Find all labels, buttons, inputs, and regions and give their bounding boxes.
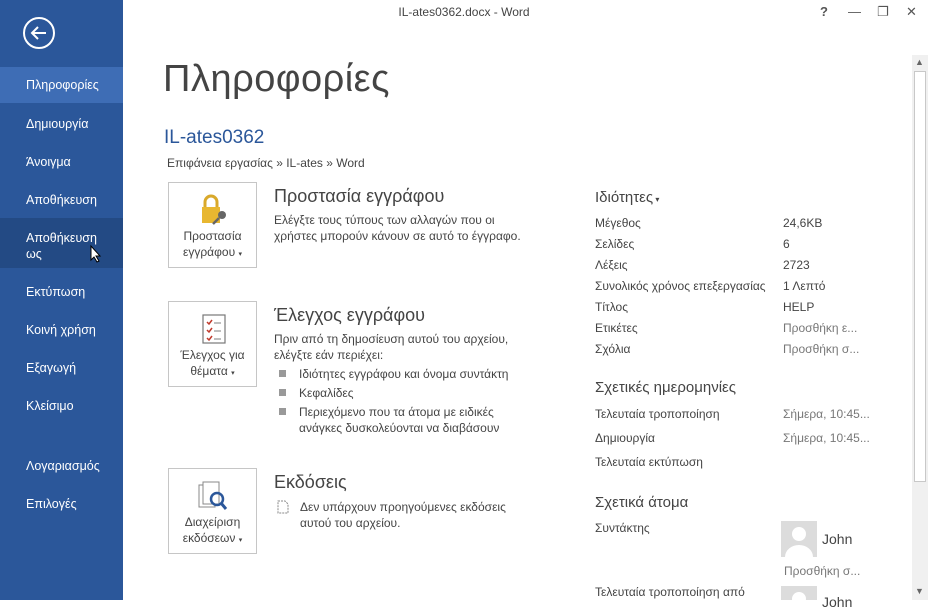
person-icon (781, 521, 817, 557)
protect-button-line2: εγγράφου (183, 245, 236, 259)
prop-label-pages: Σελίδες (595, 237, 635, 251)
sidebar-item-open[interactable]: Άνοιγμα (26, 155, 71, 169)
manage-versions-icon (195, 479, 231, 513)
back-arrow-icon[interactable] (23, 17, 55, 49)
prop-value-comments[interactable]: Προσθήκη σ... (783, 342, 860, 356)
inspect-description: Πριν από τη δημοσίευση αυτού του αρχείου, ελέγξτε εάν περιέχει: (274, 332, 509, 362)
date-value-modified: Σήμερα, 10:45... (783, 407, 870, 421)
breadcrumb[interactable]: Επιφάνεια εργασίας » IL-ates » Word (167, 156, 365, 170)
chevron-down-icon: ▾ (653, 195, 660, 204)
sidebar-item-options[interactable]: Επιλογές (26, 497, 77, 511)
sidebar-item-share[interactable]: Κοινή χρήση (26, 323, 96, 337)
minimize-icon[interactable]: — (848, 4, 861, 19)
document-icon (277, 500, 289, 514)
bullet-icon (279, 408, 286, 415)
related-people-heading: Σχετικά άτομα (595, 494, 689, 511)
prop-label-title: Τίτλος (595, 300, 629, 314)
author-name[interactable]: John (822, 531, 853, 547)
date-value-created: Σήμερα, 10:45... (783, 431, 870, 445)
lock-key-icon (195, 193, 231, 227)
prop-value-title[interactable]: HELP (783, 300, 815, 314)
scroll-thumb[interactable] (914, 71, 926, 482)
prop-label-size: Μέγεθος (595, 216, 641, 230)
bullet-icon (279, 370, 286, 377)
prop-label-comments: Σχόλια (595, 342, 631, 356)
close-icon[interactable]: ✕ (906, 4, 917, 19)
person-icon (781, 586, 817, 600)
prop-label-words: Λέξεις (595, 258, 628, 272)
protect-button-line1: Προστασία (183, 229, 242, 243)
author-label: Συντάκτης (595, 521, 650, 535)
restore-icon[interactable]: ❐ (877, 4, 889, 19)
sidebar-item-info[interactable]: Πληροφορίες (0, 67, 123, 103)
versions-description: Δεν υπάρχουν προηγούμενες εκδόσεις αυτού του αρχείου. (300, 500, 506, 530)
protect-description: Ελέγξτε τους τύπους των αλλαγών που οι χρήστες μπορούν κάνουν σε αυτό το έγγραφο. (274, 213, 521, 243)
sidebar-item-account[interactable]: Λογαριασμός (26, 459, 100, 473)
versions-button-line2: εκδόσεων (182, 531, 236, 545)
prop-value-pages: 6 (783, 237, 790, 251)
inspect-button-line1: Έλεγχος για (180, 348, 245, 362)
chevron-down-icon: ▾ (238, 251, 242, 258)
sidebar-item-close[interactable]: Κλείσιμο (26, 399, 74, 413)
date-label-printed: Τελευταία εκτύπωση (595, 455, 703, 469)
page-title: Πληροφορίες (163, 58, 390, 100)
chevron-down-icon: ▾ (231, 370, 235, 377)
backstage-sidebar (0, 0, 123, 600)
inspect-title: Έλεγχος εγγράφου (274, 305, 425, 325)
inspect-button-line2: θέματα (190, 364, 228, 378)
inspect-bullet: Ιδιότητες εγγράφου και όνομα συντάκτη (299, 367, 509, 381)
chevron-down-icon: ▾ (238, 537, 243, 544)
sidebar-item-export[interactable]: Εξαγωγή (26, 361, 77, 375)
last-modified-by-label: Τελευταία τροποποίηση από (595, 585, 745, 599)
properties-heading-label: Ιδιότητες (595, 189, 654, 206)
prop-value-tags[interactable]: Προσθήκη ε... (783, 321, 858, 335)
sidebar-item-print[interactable]: Εκτύπωση (26, 285, 86, 299)
sidebar-item-save-as[interactable]: Αποθήκευση ως (0, 218, 123, 268)
inspect-bullet: Κεφαλίδες (299, 386, 354, 400)
help-icon[interactable]: ? (820, 4, 828, 19)
inspect-bullet: Περιεχόμενο που τα άτομα με ειδικές ανάγκες δυσκολεύονται να διαβάσουν (299, 405, 500, 435)
manage-versions-button[interactable] (168, 468, 257, 554)
inspect-document-icon (195, 312, 231, 346)
bullet-icon (279, 389, 286, 396)
mouse-cursor-icon (90, 245, 102, 263)
protect-document-button[interactable] (168, 182, 257, 268)
scroll-down-icon[interactable]: ▼ (915, 586, 924, 596)
prop-value-words: 2723 (783, 258, 810, 272)
protect-title: Προστασία εγγράφου (274, 186, 445, 206)
sidebar-item-new[interactable]: Δημιουργία (26, 117, 89, 131)
versions-button-line1: Διαχείριση (184, 515, 241, 529)
avatar (781, 521, 817, 557)
prop-label-tags: Ετικέτες (595, 321, 638, 335)
window-title: IL-ates0362.docx - Word (398, 5, 530, 19)
prop-value-editing-time: 1 Λεπτό (783, 279, 826, 293)
document-name: IL-ates0362 (164, 127, 265, 148)
date-label-modified: Τελευταία τροποποίηση (595, 407, 720, 421)
avatar (781, 586, 817, 600)
date-label-created: Δημιουργία (595, 431, 655, 445)
add-author-link[interactable]: Προσθήκη σ... (784, 564, 861, 578)
check-for-issues-button[interactable] (168, 301, 257, 387)
scroll-up-icon[interactable]: ▲ (915, 57, 924, 67)
sidebar-item-save[interactable]: Αποθήκευση (26, 193, 97, 207)
last-modified-name[interactable]: John (822, 594, 853, 610)
properties-heading[interactable] (595, 189, 659, 206)
prop-value-size: 24,6KB (783, 216, 823, 230)
related-dates-heading: Σχετικές ημερομηνίες (595, 379, 736, 396)
prop-label-editing-time: Συνολικός χρόνος επεξεργασίας (595, 279, 766, 293)
versions-title: Εκδόσεις (274, 472, 347, 492)
